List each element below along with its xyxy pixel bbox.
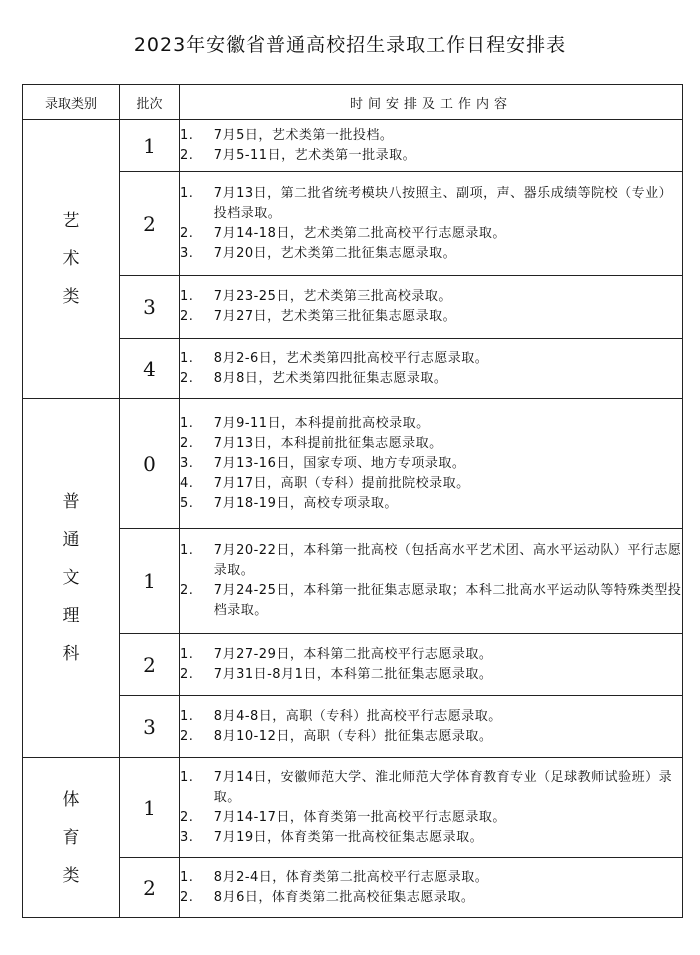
item-text: 8月2-6日，艺术类第四批高校平行志愿录取。 (213, 350, 489, 366)
content-cell (180, 276, 683, 339)
category-char: 文 (62, 568, 80, 588)
page-title: 2023年安徽省普通高校招生录取工作日程安排表 (133, 34, 567, 56)
list-item (180, 888, 682, 908)
table-row (23, 172, 683, 276)
batch-cell: 4 (120, 339, 180, 399)
list-item (180, 581, 682, 621)
item-number: 1. (180, 769, 194, 785)
header-category: 录取类别 (23, 85, 120, 120)
item-number: 3. (180, 455, 194, 471)
item-text: 8月6日，体育类第二批高校征集志愿录取。 (213, 889, 475, 905)
batch-cell: 2 (120, 172, 180, 276)
item-text: 7月19日，体育类第一批高校征集志愿录取。 (213, 829, 484, 845)
item-text: 7月20日，艺术类第二批征集志愿录取。 (213, 245, 457, 261)
batch-cell: 1 (120, 758, 180, 858)
list-item (180, 707, 682, 727)
category-cell-sports (23, 758, 120, 918)
batch-cell: 1 (120, 120, 180, 172)
category-char: 理 (62, 606, 80, 626)
category-cell-general (23, 399, 120, 758)
item-text: 7月9-11日，本科提前批高校录取。 (213, 415, 430, 431)
category-cell-art (23, 120, 120, 399)
item-number: 1. (180, 185, 194, 201)
table-row (23, 339, 683, 399)
item-number: 2. (180, 809, 194, 825)
item-number: 3. (180, 829, 194, 845)
item-number: 2. (180, 583, 194, 598)
list-item (180, 126, 682, 146)
item-text: 8月10-12日，高职（专科）批征集志愿录取。 (213, 728, 493, 744)
item-number: 4. (180, 475, 194, 491)
list-item (180, 349, 682, 369)
batch-cell: 0 (120, 399, 180, 529)
item-number: 2. (180, 435, 194, 451)
list-item (180, 369, 682, 389)
item-number: 2. (180, 370, 194, 386)
item-number: 5. (180, 495, 194, 511)
category-char: 普 (62, 492, 80, 512)
item-number: 1. (180, 869, 194, 885)
category-char: 术 (62, 249, 80, 269)
item-text: 7月13日，第二批省统考模块八按照主、副项，声、器乐成绩等院校（专业）投档录取。 (213, 185, 673, 221)
list-item (180, 434, 682, 454)
item-number: 2. (180, 147, 194, 163)
category-char: 类 (62, 287, 80, 307)
list-item (180, 645, 682, 665)
list-item (180, 868, 682, 888)
list-item (180, 494, 682, 514)
item-number: 2. (180, 309, 194, 324)
item-number: 1. (180, 127, 194, 143)
item-text: 8月8日，艺术类第四批征集志愿录取。 (213, 370, 448, 386)
table-row (23, 120, 683, 172)
schedule-table (22, 84, 683, 918)
content-cell (180, 399, 683, 529)
item-number: 2. (180, 666, 194, 682)
header-row (23, 85, 683, 120)
item-text: 7月14-17日，体育类第一批高校平行志愿录取。 (213, 809, 506, 825)
content-cell (180, 120, 683, 172)
item-text: 7月14-18日，艺术类第二批高校平行志愿录取。 (213, 225, 506, 241)
category-char: 艺 (62, 211, 80, 231)
item-text: 7月5日，艺术类第一批投档。 (213, 127, 394, 143)
item-number: 1. (180, 289, 194, 304)
item-text: 7月5-11日，艺术类第一批录取。 (213, 147, 417, 163)
list-item (180, 541, 682, 581)
item-text: 7月20-22日，本科第一批高校（包括高水平艺术团、高水平运动队）平行志愿录取。 (213, 543, 682, 578)
category-char: 体 (62, 789, 80, 810)
list-item (180, 808, 682, 828)
item-text: 8月2-4日，体育类第二批高校平行志愿录取。 (213, 869, 489, 885)
item-text: 7月27-29日，本科第二批高校平行志愿录取。 (213, 646, 493, 662)
batch-cell: 2 (120, 858, 180, 918)
item-text: 7月23-25日，艺术类第三批高校录取。 (213, 289, 452, 304)
list-item (180, 768, 682, 808)
table-row (23, 758, 683, 858)
item-text: 7月13日，本科提前批征集志愿录取。 (213, 435, 443, 451)
list-item (180, 224, 682, 244)
list-item (180, 287, 682, 307)
list-item (180, 414, 682, 434)
content-cell (180, 634, 683, 696)
list-item (180, 727, 682, 747)
header-content: 时间安排及工作内容 (180, 85, 683, 120)
content-cell (180, 858, 683, 918)
list-item (180, 184, 682, 224)
item-number: 1. (180, 646, 194, 662)
item-text: 7月14日，安徽师范大学、淮北师范大学体育教育专业（足球教师试验班）录取。 (213, 769, 673, 805)
category-char: 育 (62, 827, 80, 848)
item-text: 7月17日，高职（专科）提前批院校录取。 (213, 475, 470, 491)
batch-cell: 1 (120, 529, 180, 634)
item-text: 7月18-19日，高校专项录取。 (213, 495, 398, 511)
item-number: 2. (180, 225, 194, 241)
item-number: 1. (180, 543, 194, 558)
table-row (23, 529, 683, 634)
content-cell (180, 758, 683, 858)
header-batch: 批次 (120, 85, 180, 120)
list-item (180, 474, 682, 494)
content-cell (180, 172, 683, 276)
content-cell (180, 529, 683, 634)
item-text: 7月13-16日，国家专项、地方专项录取。 (213, 455, 466, 471)
item-text: 7月24-25日，本科第一批征集志愿录取；本科二批高水平运动队等特殊类型投档录取。 (213, 583, 682, 618)
batch-cell: 2 (120, 634, 180, 696)
item-text: 8月4-8日，高职（专科）批高校平行志愿录取。 (213, 708, 502, 724)
list-item (180, 244, 682, 264)
table-row (23, 858, 683, 918)
table-row (23, 399, 683, 529)
list-item (180, 665, 682, 685)
item-number: 1. (180, 350, 194, 366)
table-row (23, 696, 683, 758)
batch-cell: 3 (120, 696, 180, 758)
list-item (180, 307, 682, 327)
category-char: 通 (62, 530, 80, 550)
list-item (180, 146, 682, 166)
category-char: 类 (62, 865, 80, 886)
list-item (180, 828, 682, 848)
batch-cell: 3 (120, 276, 180, 339)
category-char: 科 (62, 644, 80, 664)
content-cell (180, 696, 683, 758)
item-number: 1. (180, 415, 194, 431)
item-text: 7月27日，艺术类第三批征集志愿录取。 (213, 309, 457, 324)
table-row (23, 634, 683, 696)
item-number: 3. (180, 245, 194, 261)
item-number: 1. (180, 708, 194, 724)
table-row (23, 276, 683, 339)
content-cell (180, 339, 683, 399)
item-number: 2. (180, 728, 194, 744)
item-number: 2. (180, 889, 194, 905)
item-text: 7月31日-8月1日，本科第二批征集志愿录取。 (213, 666, 493, 682)
list-item (180, 454, 682, 474)
